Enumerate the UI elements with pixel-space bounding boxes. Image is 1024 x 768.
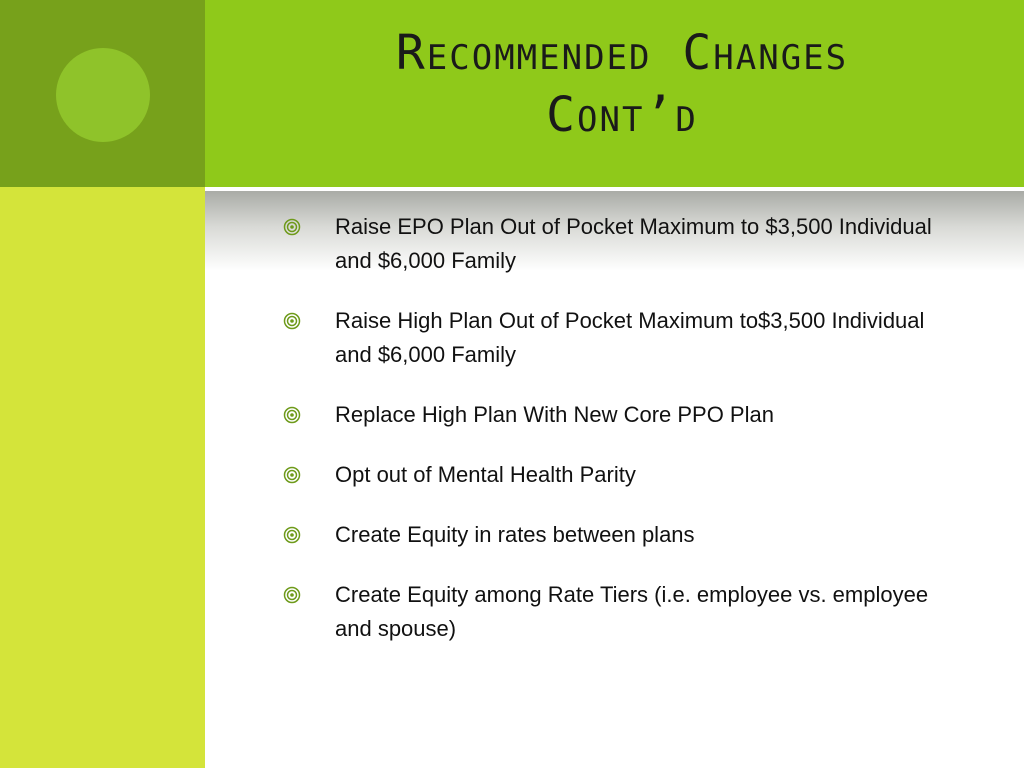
target-circle-icon <box>283 218 301 236</box>
bullet-item <box>283 458 943 492</box>
slide-title-line-2: Cont’d <box>546 87 698 143</box>
bullet-item <box>283 518 943 552</box>
top-left-accent-block <box>0 0 205 187</box>
target-circle-icon <box>283 312 301 330</box>
target-circle-icon <box>283 406 301 424</box>
bullet-list <box>283 210 943 672</box>
bullet-text: Opt out of Mental Health Parity <box>335 462 636 487</box>
bullet-text: Create Equity in rates between plans <box>335 522 695 547</box>
bullet-item <box>283 398 943 432</box>
left-accent-bar <box>0 187 205 768</box>
bullet-text: Replace High Plan With New Core PPO Plan <box>335 402 774 427</box>
target-circle-icon <box>283 586 301 604</box>
decorative-circle <box>56 48 150 142</box>
bullet-text: Raise High Plan Out of Pocket Maximum to$3,500 Individual and $6,000 Family <box>335 308 925 367</box>
bullet-item <box>283 210 943 278</box>
target-circle-icon <box>283 526 301 544</box>
slide-title <box>240 22 1004 146</box>
bullet-item <box>283 304 943 372</box>
slide-title-line-1: Recommended Changes <box>395 25 849 81</box>
bullet-item <box>283 578 943 646</box>
target-circle-icon <box>283 466 301 484</box>
bullet-text: Create Equity among Rate Tiers (i.e. employee vs. employee and spouse) <box>335 582 929 641</box>
bullet-text: Raise EPO Plan Out of Pocket Maximum to $3,500 Individual and $6,000 Family <box>335 214 932 273</box>
